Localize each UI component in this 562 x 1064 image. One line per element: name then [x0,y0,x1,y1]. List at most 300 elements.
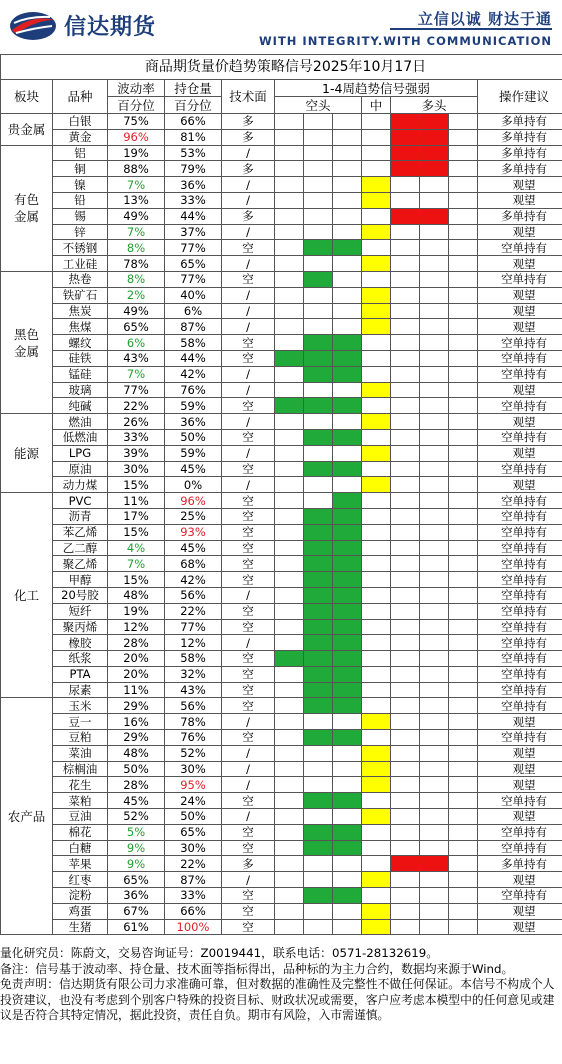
signal-cell [362,603,391,619]
advice-cell: 观望 [478,177,562,193]
product-cell: 铅 [53,192,108,208]
product-cell: 铜 [53,161,108,177]
signal-cell [391,619,420,635]
advice-cell: 观望 [478,761,562,777]
open-interest-pct-cell: 40% [165,287,222,303]
signal-cell [391,429,420,445]
product-cell: 豆一 [53,714,108,730]
signal-cell [333,161,362,177]
signal-cell [275,303,304,319]
technical-cell: / [222,224,275,240]
signal-cell [449,493,478,509]
signal-cell [333,145,362,161]
signal-cell [275,919,304,935]
signal-cell [449,919,478,935]
signal-cell [275,540,304,556]
technical-cell: 多 [222,856,275,872]
open-interest-pct-cell: 45% [165,461,222,477]
open-interest-pct-cell: 93% [165,524,222,540]
signal-cell [420,414,449,430]
signal-cell [333,461,362,477]
header-volatility: 波动率 [108,80,165,97]
open-interest-pct-cell: 87% [165,872,222,888]
signal-cell [362,161,391,177]
signal-cell [362,366,391,382]
signal-cell [362,698,391,714]
signal-cell [449,698,478,714]
signal-cell [275,177,304,193]
table-row [1,414,562,430]
table-row [1,761,562,777]
open-interest-pct-cell: 56% [165,587,222,603]
signal-cell [304,114,333,130]
signal-cell [275,714,304,730]
signal-cell [304,445,333,461]
volatility-pct-cell: 75% [108,114,165,130]
signal-cell [391,445,420,461]
signal-cell [275,350,304,366]
table-row [1,161,562,177]
signal-cell [275,192,304,208]
signal-cell [362,651,391,667]
signal-cell [362,224,391,240]
signal-cell [275,619,304,635]
technical-cell: 多 [222,161,275,177]
open-interest-pct-cell: 52% [165,745,222,761]
table-row [1,429,562,445]
header-short: 空头 [275,97,362,114]
technical-cell: 空 [222,335,275,351]
sector-cell: 农产品 [1,698,53,935]
signal-cell [420,271,449,287]
volatility-pct-cell: 26% [108,414,165,430]
signal-cell [333,192,362,208]
signal-cell [362,824,391,840]
signal-cell [275,682,304,698]
product-cell: 铝 [53,145,108,161]
signal-cell [362,350,391,366]
signal-cell [420,524,449,540]
signal-cell [333,635,362,651]
signal-cell [304,761,333,777]
volatility-pct-cell: 88% [108,161,165,177]
signal-cell [420,461,449,477]
product-cell: 白银 [53,114,108,130]
signal-cell [449,872,478,888]
header-open-interest: 持仓量 [165,80,222,97]
signal-cell [420,572,449,588]
signal-cell [333,714,362,730]
volatility-pct-cell: 13% [108,192,165,208]
signal-cell [333,809,362,825]
signal-cell [304,651,333,667]
signal-cell [275,398,304,414]
signal-cell [391,335,420,351]
signal-cell [449,414,478,430]
signal-cell [391,177,420,193]
advice-cell: 观望 [478,192,562,208]
volatility-pct-cell: 7% [108,177,165,193]
volatility-pct-cell: 8% [108,240,165,256]
advice-cell: 空单持有 [478,666,562,682]
table-row [1,350,562,366]
table-row [1,745,562,761]
company-name: 信达期货 [64,15,157,40]
signal-cell [275,572,304,588]
technical-cell: 空 [222,619,275,635]
signal-cell [391,398,420,414]
signal-cell [449,461,478,477]
signal-cell [420,192,449,208]
signal-cell [420,398,449,414]
header-technical: 技术面 [222,80,275,114]
technical-cell: 空 [222,429,275,445]
open-interest-pct-cell: 59% [165,398,222,414]
product-cell: 聚丙烯 [53,619,108,635]
product-cell: 菜粕 [53,793,108,809]
signal-cell [304,493,333,509]
signal-cell [304,508,333,524]
signal-cell [391,666,420,682]
signal-cell [362,745,391,761]
signal-cell [304,666,333,682]
signal-cell [391,477,420,493]
table-row [1,556,562,572]
technical-cell: 空 [222,666,275,682]
technical-cell: 空 [222,682,275,698]
signal-cell [333,414,362,430]
signal-cell [449,777,478,793]
product-cell: 玉米 [53,698,108,714]
signal-cell [304,303,333,319]
volatility-pct-cell: 50% [108,761,165,777]
footer-remark: 备注：信号基于波动率、持仓量、技术面等指标得出，品种标的为主力合约，数据均来源于Wind。 [0,961,514,976]
signal-cell [391,350,420,366]
signal-cell [420,493,449,509]
product-cell: 纯碱 [53,398,108,414]
advice-cell: 观望 [478,714,562,730]
open-interest-pct-cell: 66% [165,114,222,130]
advice-cell: 观望 [478,287,562,303]
header-product: 品种 [53,80,108,114]
signal-cell [275,556,304,572]
signal-cell [362,493,391,509]
signal-cell [391,651,420,667]
signal-cell [333,335,362,351]
signal-cell [304,730,333,746]
product-cell: 苹果 [53,856,108,872]
open-interest-pct-cell: 76% [165,382,222,398]
signal-cell [391,540,420,556]
advice-cell: 空单持有 [478,682,562,698]
table-row [1,651,562,667]
advice-cell: 空单持有 [478,572,562,588]
signal-cell [420,666,449,682]
product-cell: 不锈钢 [53,240,108,256]
signal-cell [304,919,333,935]
signal-cell [362,682,391,698]
signal-cell [275,477,304,493]
signal-cell [304,240,333,256]
volatility-pct-cell: 20% [108,666,165,682]
signal-cell [275,872,304,888]
product-cell: 锌 [53,224,108,240]
product-cell: 豆油 [53,809,108,825]
signal-cell [304,208,333,224]
signal-cell [333,524,362,540]
signal-cell [304,714,333,730]
signal-cell [275,587,304,603]
signal-cell [275,161,304,177]
advice-cell: 观望 [478,809,562,825]
signal-cell [420,777,449,793]
signal-cell [391,493,420,509]
signal-cell [420,714,449,730]
signal-cell [304,888,333,904]
signal-cell [449,429,478,445]
technical-cell: / [222,287,275,303]
advice-cell: 观望 [478,745,562,761]
table-row [1,619,562,635]
advice-cell: 空单持有 [478,824,562,840]
signal-cell [449,287,478,303]
open-interest-pct-cell: 76% [165,730,222,746]
signal-cell [275,429,304,445]
footer-disclaimer: 免责声明：信达期货有限公司力求准确可靠，但对数据的准确性及完整性不做任何保证。本信号不构成个人投资建议，也没有考虑到个别客户特殊的投资目标、财政状况或需要，客户应考虑本模型中的任何意见或建议是否符合其特定情况，据此投资，责任自负。期市有风险，入市需谨慎。 [0,977,555,1022]
signal-cell [333,856,362,872]
open-interest-pct-cell: 45% [165,540,222,556]
signal-cell [362,587,391,603]
signal-cell [275,382,304,398]
signal-cell [333,824,362,840]
table-row [1,477,562,493]
signal-cell [449,682,478,698]
signal-cell [420,872,449,888]
open-interest-pct-cell: 77% [165,619,222,635]
advice-cell: 空单持有 [478,271,562,287]
open-interest-pct-cell: 50% [165,429,222,445]
signal-cell [304,177,333,193]
technical-cell: / [222,761,275,777]
technical-cell: / [222,445,275,461]
advice-cell: 观望 [478,319,562,335]
product-cell: 豆粕 [53,730,108,746]
table-row [1,714,562,730]
volatility-pct-cell: 15% [108,572,165,588]
volatility-pct-cell: 11% [108,493,165,509]
signal-cell [449,319,478,335]
technical-cell: 空 [222,698,275,714]
signal-cell [275,145,304,161]
signal-cell [420,429,449,445]
volatility-pct-cell: 15% [108,477,165,493]
signal-cell [391,903,420,919]
open-interest-pct-cell: 95% [165,777,222,793]
signal-cell [391,256,420,272]
signal-cell [391,287,420,303]
signal-cell [362,793,391,809]
signal-cell [275,287,304,303]
product-cell: 沥青 [53,508,108,524]
open-interest-pct-cell: 32% [165,666,222,682]
signal-cell [449,145,478,161]
signal-cell [304,350,333,366]
table-row [1,192,562,208]
signal-cell [304,366,333,382]
table-row [1,635,562,651]
product-cell: 纸浆 [53,651,108,667]
open-interest-pct-cell: 44% [165,208,222,224]
advice-cell: 多单持有 [478,129,562,145]
signal-cell [275,761,304,777]
signal-cell [275,651,304,667]
table-row [1,840,562,856]
signal-cell [420,303,449,319]
product-cell: 硅铁 [53,350,108,366]
signal-cell [333,303,362,319]
technical-cell: / [222,809,275,825]
volatility-pct-cell: 9% [108,840,165,856]
advice-cell: 空单持有 [478,793,562,809]
signal-cell [391,572,420,588]
volatility-pct-cell: 17% [108,508,165,524]
volatility-pct-cell: 48% [108,745,165,761]
signal-cell [391,114,420,130]
product-cell: 菜油 [53,745,108,761]
volatility-pct-cell: 49% [108,303,165,319]
volatility-pct-cell: 28% [108,635,165,651]
open-interest-pct-cell: 33% [165,888,222,904]
table-row [1,856,562,872]
signal-cell [420,287,449,303]
signal-cell [333,556,362,572]
product-cell: 红枣 [53,872,108,888]
signal-cell [391,587,420,603]
signal-cell [449,619,478,635]
product-cell: 尿素 [53,682,108,698]
volatility-pct-cell: 6% [108,335,165,351]
open-interest-pct-cell: 43% [165,682,222,698]
signal-cell [333,903,362,919]
technical-cell: / [222,745,275,761]
technical-cell: 空 [222,461,275,477]
open-interest-pct-cell: 50% [165,809,222,825]
signal-cell [333,256,362,272]
signal-cell [362,540,391,556]
product-cell: 棉花 [53,824,108,840]
volatility-pct-cell: 33% [108,429,165,445]
open-interest-pct-cell: 30% [165,840,222,856]
signal-cell [391,872,420,888]
signal-cell [304,429,333,445]
signal-cell [449,903,478,919]
volatility-pct-cell: 15% [108,524,165,540]
signal-cell [304,572,333,588]
signal-cell [391,240,420,256]
table-row [1,730,562,746]
signal-cell [362,445,391,461]
open-interest-pct-cell: 53% [165,145,222,161]
signal-cell [304,161,333,177]
advice-cell: 空单持有 [478,730,562,746]
tagline: WITH INTEGRITY.WITH COMMUNICATION [258,34,552,48]
signal-cell [420,556,449,572]
signal-cell [275,524,304,540]
signal-cell [362,271,391,287]
product-cell: 生猪 [53,919,108,935]
volatility-pct-cell: 36% [108,888,165,904]
signal-cell [449,114,478,130]
signal-cell [420,888,449,904]
product-cell: 低燃油 [53,429,108,445]
advice-cell: 空单持有 [478,556,562,572]
signal-cell [449,603,478,619]
signal-cell [420,919,449,935]
volatility-pct-cell: 67% [108,903,165,919]
signal-cell [362,129,391,145]
signal-cell [333,177,362,193]
signal-cell [420,745,449,761]
advice-cell: 空单持有 [478,366,562,382]
open-interest-pct-cell: 24% [165,793,222,809]
signal-cell [362,145,391,161]
sector-cell: 化工 [1,493,53,698]
signal-cell [304,556,333,572]
signal-cell [362,872,391,888]
open-interest-pct-cell: 33% [165,192,222,208]
signal-cell [304,745,333,761]
open-interest-pct-cell: 59% [165,445,222,461]
open-interest-pct-cell: 65% [165,256,222,272]
signal-cell [420,730,449,746]
volatility-pct-cell: 29% [108,698,165,714]
signal-cell [391,366,420,382]
technical-cell: 空 [222,888,275,904]
signal-cell [420,761,449,777]
signal-cell [391,129,420,145]
header-sector: 板块 [1,80,53,114]
signal-cell [420,366,449,382]
technical-cell: 空 [222,524,275,540]
technical-cell: / [222,145,275,161]
signal-cell [333,666,362,682]
signal-cell [304,698,333,714]
open-interest-pct-cell: 36% [165,414,222,430]
technical-cell: / [222,635,275,651]
product-cell: 玻璃 [53,382,108,398]
table-row [1,540,562,556]
signal-cell [304,319,333,335]
slogan: 立信以诚 财达于通 [417,10,552,28]
signal-cell [449,240,478,256]
signal-cell [333,603,362,619]
technical-cell: / [222,477,275,493]
product-cell: LPG [53,445,108,461]
signal-cell [420,698,449,714]
signal-cell [304,540,333,556]
signal-cell [420,129,449,145]
technical-cell: / [222,777,275,793]
signal-cell [449,856,478,872]
slogan-underline [390,28,552,30]
advice-cell: 空单持有 [478,603,562,619]
table-row [1,572,562,588]
signal-cell [275,603,304,619]
advice-cell: 空单持有 [478,461,562,477]
advice-cell: 观望 [478,303,562,319]
table-row [1,888,562,904]
signal-cell [449,256,478,272]
